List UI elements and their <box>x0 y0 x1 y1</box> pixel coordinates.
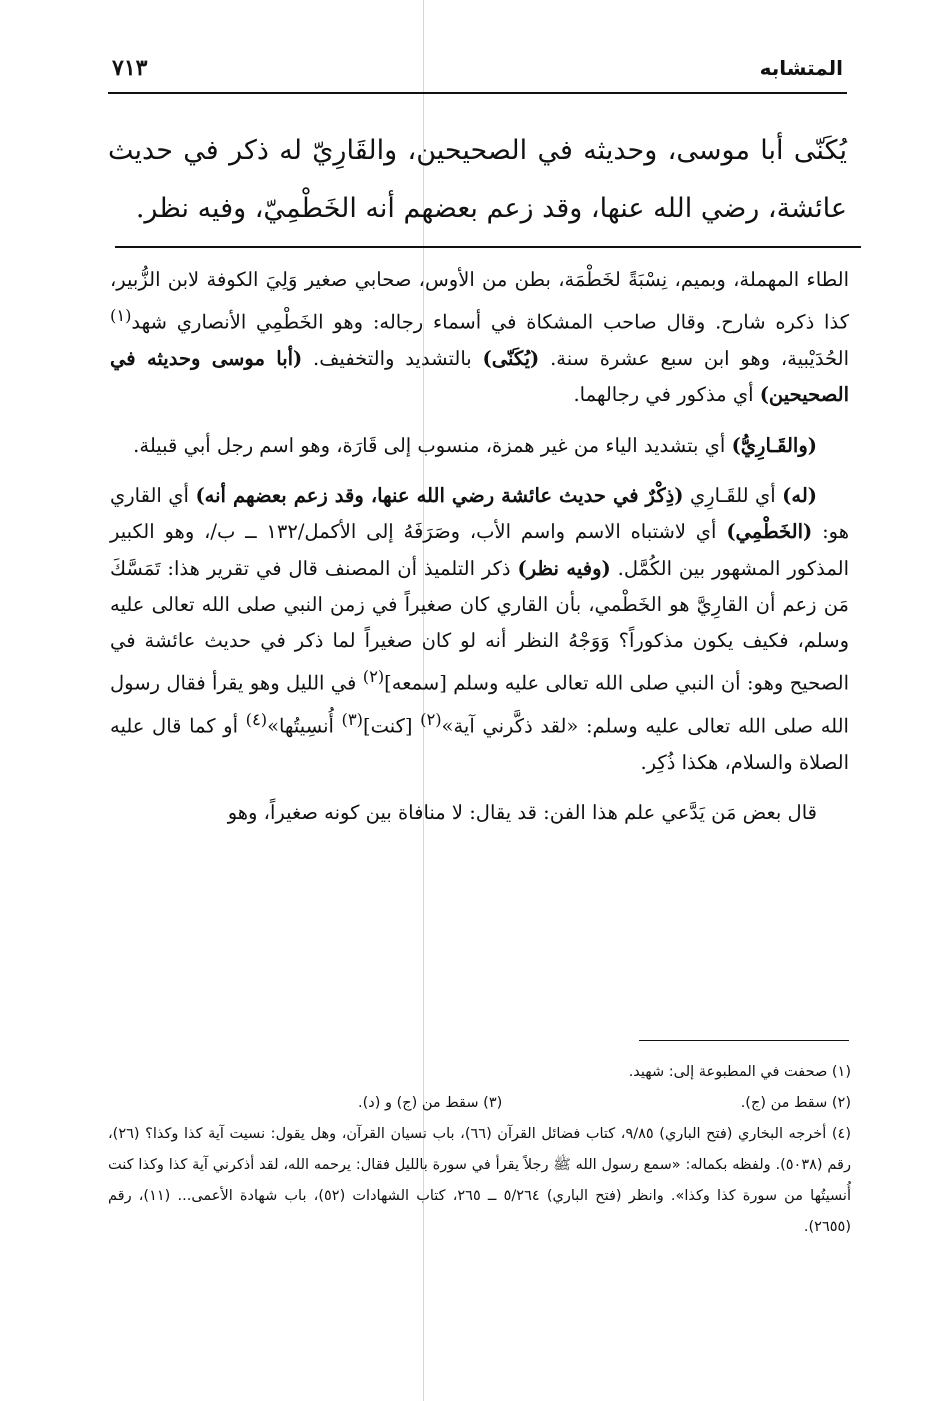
quoted-matn: (وفيه نظر) <box>517 556 611 580</box>
footnote-2: (٢) سقط من (ج). <box>740 1095 851 1111</box>
commentary-text: أي القاري هو: <box>110 483 850 544</box>
commentary-text: بالتشديد والتخفيف. <box>313 347 472 371</box>
footnote-row <box>108 1088 851 1119</box>
quoted-matn: (الخَطْمِي) <box>726 520 813 544</box>
footnote-ref: (٢) <box>420 710 442 730</box>
commentary-paragraph-4 <box>110 795 849 831</box>
commentary-text: ذكر التلميذ أن المصنف قال في تقرير هذا: تَمَسَّكَ مَن زعم أن القارِيَّ هو الخَطْمي، بأن القاري كان صغيراً في زمن النبي صلى الله تعالى عليه وسلم، فكيف يكون مذكوراً؟ وَوَجْهُ النظر أنه لو كان صغيراً لما ذكر في حديث عائشة في الصحيح وهو: أن النبي صلى الله تعالى عليه وسلم [سمعه] <box>110 556 849 695</box>
commentary-text: الطاء المهملة، وبميم، نِسْبَةً لخَطْمَة، بطن من الأوس، صحابي صغير وَلِيَ الكوفة لابن الزُّبير، كذا ذكره شارح. وقال صاحب المشكاة في أسماء رجاله: وهو الخَطْمِي الأنصاري شهد <box>110 268 849 334</box>
footnote-ref: (٣) <box>341 710 363 730</box>
page-number: ٧١٣ <box>112 55 148 81</box>
commentary-text: أي لاشتباه الاسم واسم الأب، وصَرَفَهُ إلى الأكمل/١٣٢ ــ ب/، وهو الكبير المذكور المشهور بين الكُمَّل. <box>110 520 849 580</box>
commentary-text: أي بتشديد الياء من غير همزة، منسوب إلى قَارَة، وهو اسم رجل أبي قبيلة. <box>133 433 726 457</box>
commentary-text: قال بعض مَن يَدَّعي علم هذا الفن: قد يقال: لا منافاة بين كونه صغيراً، وهو <box>227 801 817 825</box>
commentary-text: في الليل وهو يقرأ فقال رسول الله صلى الله تعالى عليه وسلم: «لقد ذكَّرني آية» <box>110 671 849 738</box>
footnote-4: (٤) أخرجه البخاري (فتح الباري) ٩/٨٥، كتاب فضائل القرآن (٦٦)، باب نسيان القرآن، وهل يقول: نسيت آية كذا وكذا؟ (٢٦)، رقم (٥٠٣٨). ولفظه بكماله: «سمع رسول الله ﷺ رجلاً يقرأ في سورة بالليل فقال: يرحمه الله، لقد أذكرني آية كذا وكذا كنت أُنسيتُها من سورة كذا وكذا». وانظر (فتح الباري) ٥/٢٦٤ ــ ٢٦٥، كتاب الشهادات (٥٢)، باب شهادة الأعمى... (١١)، رقم (٢٦٥٥). <box>108 1126 851 1235</box>
commentary-text: أي للقَـارِي <box>689 483 776 507</box>
commentary-text: الحُدَيْبية، وهو ابن سبع عشرة سنة. <box>550 347 849 371</box>
footnote-ref: (٢) <box>362 667 385 687</box>
commentary-text: [كنت] <box>362 714 413 738</box>
commentary-body <box>110 262 849 846</box>
commentary-paragraph-3 <box>110 478 849 781</box>
footnote-1: (١) صحفت في المطبوعة إلى: شهيد. <box>628 1064 851 1080</box>
commentary-paragraph-1 <box>110 262 849 414</box>
footnote-ref: (٤) <box>245 710 268 730</box>
commentary-text: أي مذكور في رجالهما. <box>573 383 754 407</box>
footnote-separator-rule <box>639 1040 849 1041</box>
quoted-matn: (والقَـارِيُّ) <box>731 433 817 457</box>
footnote-ref: (١) <box>110 306 132 326</box>
quoted-matn: (أبا موسى وحديثه في الصحيحين) <box>110 347 849 407</box>
matn-text: يُكَنّى أبا موسى، وحديثه في الصحيحين، والقَارِيّ له ذكر في حديث عائشة، رضي الله عنها، وقد زعم بعضهم أنه الخَطْمِيّ، وفيه نظر. <box>108 135 847 224</box>
commentary-text: أُنسِيتُها» <box>267 714 334 738</box>
commentary-paragraph-2 <box>110 428 849 464</box>
running-header-title: المتشابه <box>759 56 843 80</box>
footnotes <box>108 1057 851 1243</box>
header-rule <box>108 92 847 94</box>
quoted-matn: (له) <box>782 483 818 507</box>
quoted-matn: (يُكَنّى) <box>482 347 540 371</box>
quoted-matn: (ذِكْرٌ في حديث عائشة رضي الله عنها، وقد زعم بعضهم أنه) <box>195 483 684 507</box>
matn-separator-rule <box>115 246 861 248</box>
commentary-text: أو كما قال عليه الصلاة والسلام، هكذا ذُكِر. <box>110 714 849 775</box>
footnote-3: (٣) سقط من (ج) و (د). <box>358 1095 503 1111</box>
